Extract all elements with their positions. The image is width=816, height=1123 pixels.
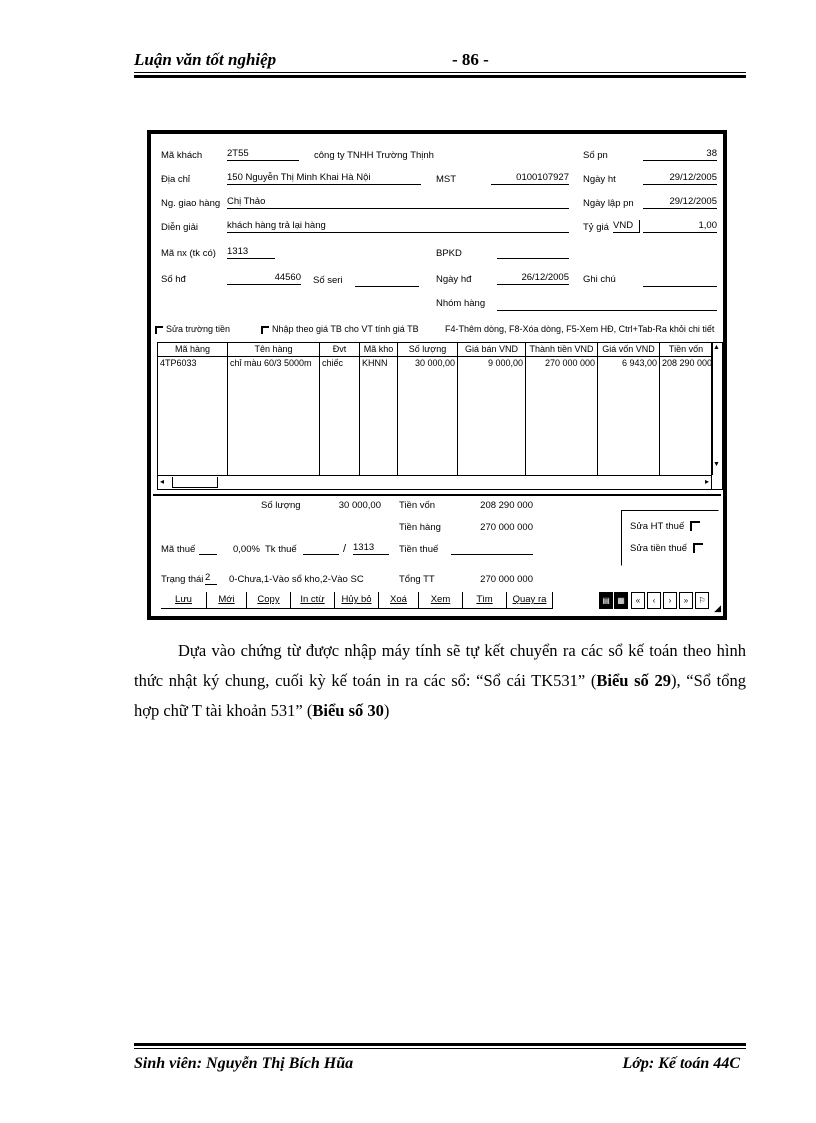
so-luong-value: 30 000,00: [338, 500, 381, 511]
ghi-chu-field[interactable]: [643, 274, 717, 287]
checkbox-icon[interactable]: [690, 521, 700, 531]
so-hd-field[interactable]: 44560: [227, 272, 301, 285]
tk-thue-field[interactable]: 1313: [353, 542, 389, 555]
ng-giao-hang-label: Ng. giao hàng: [161, 198, 221, 209]
table-cell[interactable]: 208 290 000: [660, 357, 713, 475]
ma-khach-field[interactable]: 2T55: [227, 148, 299, 161]
bpkd-label: BPKD: [436, 248, 462, 259]
print-button[interactable]: In ctừ: [291, 592, 335, 609]
table-cell[interactable]: 270 000 000: [526, 357, 598, 475]
so-pn-field[interactable]: 38: [643, 148, 717, 161]
table-cell[interactable]: 30 000,00: [398, 357, 458, 475]
column-header[interactable]: Mã kho: [360, 343, 398, 357]
tien-thue-label: Tiền thuế: [399, 544, 439, 555]
ng-giao-hang-field[interactable]: Chị Thảo: [227, 196, 569, 209]
column-header[interactable]: Mã hàng: [158, 343, 228, 357]
trang-thai-desc: 0-Chưa,1-Vào sổ kho,2-Vào SC: [229, 574, 364, 585]
nhap-theo-gia-option[interactable]: [261, 324, 419, 334]
thue-rate: 0,00%: [233, 544, 260, 555]
next-record-icon[interactable]: ›: [663, 592, 677, 609]
last-record-icon[interactable]: »: [679, 592, 693, 609]
table-cell[interactable]: 4TP6033: [158, 357, 228, 475]
footer-student: Sinh viên: Nguyễn Thị Bích Hũa: [134, 1055, 354, 1072]
header-rule-thick: [134, 75, 746, 78]
checkbox-icon[interactable]: [155, 326, 163, 334]
ghi-chu-label: Ghi chú: [583, 274, 616, 285]
paragraph-text: ), “Sổ tổng hợp chữ T tài khoản 531” (: [134, 671, 746, 720]
column-header[interactable]: Tiền vốn: [660, 343, 713, 357]
footer-rule-thick: [134, 1043, 746, 1046]
ma-nx-label: Mã nx (tk có): [161, 248, 216, 259]
customer-name: công ty TNHH Trường Thịnh: [314, 150, 434, 161]
exit-button[interactable]: Quay ra: [507, 592, 553, 609]
column-header[interactable]: Số lượng: [398, 343, 458, 357]
tien-von-value: 208 290 000: [480, 500, 533, 511]
copy-button[interactable]: Copy: [247, 592, 291, 609]
tien-hang-value: 270 000 000: [480, 522, 533, 533]
bpkd-field[interactable]: [497, 246, 569, 259]
checkbox-icon[interactable]: [261, 326, 269, 334]
so-pn-label: Số pn: [583, 150, 608, 161]
footer-class: Lớp: Kế toán 44C: [622, 1055, 740, 1072]
ngay-lap-pn-label: Ngày lập pn: [583, 198, 634, 209]
ngay-hd-label: Ngày hđ: [436, 274, 472, 285]
keyboard-hint: F4-Thêm dòng, F8-Xóa dòng, F5-Xem HĐ, Ctrl+Tab-Ra khỏi chi tiết: [445, 324, 715, 334]
tong-tt-label: Tổng TT: [399, 574, 435, 585]
paragraph-text: Dựa vào chứng từ được nhập máy tính sẽ tự kết chuyển ra các sổ kế toán theo hình thức nhật ký chung, cuối kỳ kế toán in ra các sổ: “Sổ cái TK531” (: [134, 641, 746, 690]
column-header[interactable]: Tên hàng: [228, 343, 320, 357]
sua-truong-tien-label: Sửa trường tiền: [166, 324, 230, 334]
save-button[interactable]: Lưu: [161, 592, 207, 609]
ma-nx-field[interactable]: 1313: [227, 246, 275, 259]
so-seri-label: Số seri: [313, 275, 343, 286]
header-rule-thin: [134, 72, 746, 73]
nhom-hang-field[interactable]: [497, 298, 717, 311]
scroll-thumb[interactable]: [172, 477, 218, 488]
table-cell[interactable]: chỉ màu 60/3 5000m: [228, 357, 320, 475]
paragraph-text: ): [383, 701, 390, 720]
detail-grid[interactable]: [157, 342, 723, 490]
so-hd-label: Số hđ: [161, 274, 186, 285]
column-header[interactable]: Giá vốn VND: [598, 343, 660, 357]
tien-hang-label: Tiền hàng: [399, 522, 441, 533]
table-cell[interactable]: 6 943,00: [598, 357, 660, 475]
tk-thue-label: Tk thuế: [265, 544, 297, 555]
footer-rule-thin: [134, 1048, 746, 1049]
dia-chi-label: Địa chỉ: [161, 174, 191, 185]
return-goods-form-window: [147, 130, 727, 620]
trang-thai-field[interactable]: 2: [205, 572, 217, 585]
sua-truong-tien-option[interactable]: [155, 324, 230, 334]
scroll-left-icon[interactable]: ◂: [160, 477, 165, 486]
find-button[interactable]: Tìm: [463, 592, 507, 609]
mst-label: MST: [436, 174, 457, 185]
flag-icon[interactable]: ⚐: [695, 592, 709, 609]
column-header[interactable]: Đvt: [320, 343, 360, 357]
nhom-hang-label: Nhóm hàng: [436, 298, 486, 309]
table-cell[interactable]: 9 000,00: [458, 357, 526, 475]
sua-ht-thue-option[interactable]: [630, 521, 700, 532]
tong-tt-value: 270 000 000: [480, 574, 533, 585]
page-number: - 86 -: [452, 50, 489, 69]
ma-thue-field[interactable]: [199, 542, 217, 555]
new-button[interactable]: Mới: [207, 592, 247, 609]
slash-separator: /: [343, 543, 347, 555]
delete-button[interactable]: Xoá: [379, 592, 419, 609]
ty-gia-field[interactable]: 1,00: [643, 220, 717, 233]
header-title: Luận văn tốt nghiệp: [134, 50, 277, 69]
sua-ht-thue-label: Sửa HT thuế: [630, 521, 685, 532]
column-header[interactable]: Thành tiền VND: [526, 343, 598, 357]
ma-thue-label: Mã thuế: [161, 544, 196, 555]
trang-thai-label: Trạng thái: [161, 574, 204, 585]
resize-grip-icon[interactable]: ◢: [714, 603, 721, 613]
section-divider: [153, 494, 721, 496]
tien-von-label: Tiền vốn: [399, 500, 436, 511]
bieu-so-29: Biểu số 29: [596, 671, 671, 690]
cancel-button[interactable]: Hủy bỏ: [335, 592, 379, 609]
tax-options-box: [621, 510, 719, 566]
sua-tien-thue-option[interactable]: [630, 543, 703, 554]
scroll-up-icon[interactable]: ▲: [713, 344, 720, 351]
table-cell[interactable]: chiếc: [320, 357, 360, 475]
scroll-right-icon[interactable]: ▸: [704, 477, 709, 486]
so-seri-field[interactable]: [355, 274, 419, 287]
table-cell[interactable]: KHNN: [360, 357, 398, 475]
ngay-ht-field[interactable]: 29/12/2005: [643, 172, 717, 185]
calculator-icon[interactable]: ▤: [599, 592, 613, 609]
grid-icon[interactable]: ▦: [614, 592, 628, 609]
ty-gia-label: Tỷ giá: [583, 222, 609, 233]
sua-tien-thue-label: Sửa tiền thuế: [630, 543, 688, 554]
vertical-scrollbar[interactable]: [711, 343, 722, 490]
bieu-so-30: Biểu số 30: [312, 701, 384, 720]
tk-thue-blank[interactable]: [303, 542, 339, 555]
ngay-lap-pn-field[interactable]: 29/12/2005: [643, 196, 717, 209]
first-record-icon[interactable]: «: [631, 592, 645, 609]
dia-chi-field[interactable]: 150 Nguyễn Thị Minh Khai Hà Nội: [227, 172, 421, 185]
view-button[interactable]: Xem: [419, 592, 463, 609]
ty-gia-currency[interactable]: VND: [613, 220, 640, 233]
so-luong-label: Số lượng: [261, 500, 301, 511]
dien-giai-label: Diễn giải: [161, 222, 198, 233]
mst-field[interactable]: 0100107927: [491, 172, 569, 185]
body-paragraph: [134, 636, 746, 726]
dien-giai-field[interactable]: khách hàng trả lại hàng: [227, 220, 569, 233]
column-header[interactable]: Giá bán VND: [458, 343, 526, 357]
checkbox-icon[interactable]: [693, 543, 703, 553]
prev-record-icon[interactable]: ‹: [647, 592, 661, 609]
ma-khach-label: Mã khách: [161, 150, 203, 161]
scroll-down-icon[interactable]: ▼: [713, 461, 720, 468]
horizontal-scrollbar[interactable]: [158, 475, 711, 489]
ngay-hd-field[interactable]: 26/12/2005: [497, 272, 569, 285]
tien-thue-field[interactable]: [451, 542, 533, 555]
nhap-theo-gia-label: Nhập theo giá TB cho VT tính giá TB: [272, 324, 419, 334]
ngay-ht-label: Ngày ht: [583, 174, 616, 185]
